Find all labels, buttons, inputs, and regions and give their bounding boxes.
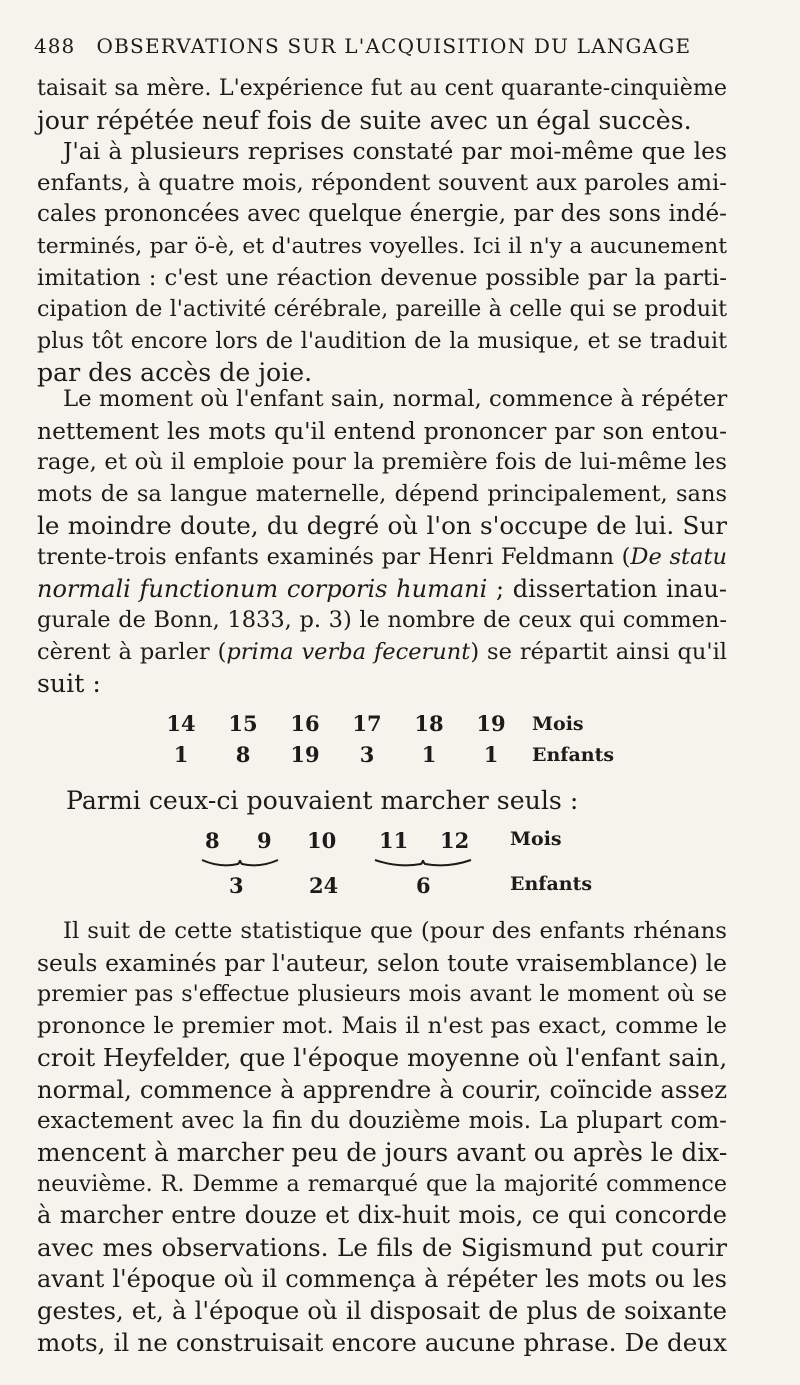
line-text: cèrent à parler ( bbox=[37, 638, 227, 665]
row-label-children: Enfants bbox=[510, 873, 593, 895]
table-row-children bbox=[150, 739, 622, 770]
table-cell: 17 bbox=[352, 711, 382, 736]
table-cell: 3 bbox=[359, 742, 375, 767]
table-cell: 8 bbox=[205, 828, 220, 853]
latin-phrase: prima verba fecerunt bbox=[226, 638, 471, 665]
table-cell: 19 bbox=[290, 742, 320, 767]
table-row-months bbox=[150, 708, 622, 739]
text-line: exactement avec la fin du douzième mois. La plupart com- bbox=[37, 1107, 727, 1134]
table-cell: 12 bbox=[440, 828, 470, 853]
table-cell: 15 bbox=[228, 711, 258, 736]
table-cell: 9 bbox=[257, 828, 272, 853]
line-text: ; dissertation inau- bbox=[487, 574, 727, 603]
page-number: 488 bbox=[34, 34, 76, 58]
text-line: avec mes observations. Le fils de Sigismund put courir bbox=[37, 1232, 727, 1262]
text-line: gurale de Bonn, 1833, p. 3) le nombre de ceux qui commen- bbox=[37, 607, 727, 634]
text-line: premier pas s'effectue plusieurs mois avant le moment où se bbox=[37, 981, 727, 1008]
text-line: nettement les mots qu'il entend prononcer par son entou- bbox=[37, 416, 727, 445]
text-line: prononce le premier mot. Mais il n'est pas exact, comme le bbox=[37, 1012, 727, 1039]
table-cell: 24 bbox=[309, 873, 339, 898]
brace-right-icon bbox=[373, 856, 473, 870]
walking-intro: Parmi ceux-ci pouvaient marcher seuls : bbox=[66, 786, 579, 815]
text-line: terminés, par ö-è, et d'autres voyelles. Ici il n'y a aucunement bbox=[37, 233, 727, 259]
table-cell: 3 bbox=[229, 873, 244, 898]
text-line: gestes, et, à l'époque où il disposait de plus de soixante bbox=[37, 1296, 727, 1326]
latin-title: De statu bbox=[630, 543, 727, 570]
text-line: normal, commence à apprendre à courir, coïncide assez bbox=[37, 1074, 727, 1104]
paragraph-3 bbox=[37, 916, 727, 1358]
table-cell: 1 bbox=[483, 742, 499, 767]
text-line bbox=[37, 542, 727, 574]
text-line: rage, et où il emploie pour la première fois de lui-même les bbox=[37, 449, 727, 476]
row-label-months: Mois bbox=[532, 712, 584, 735]
text-line: mots, il ne construisait encore aucune phrase. De deux bbox=[37, 1327, 727, 1357]
table-cell: 11 bbox=[379, 828, 409, 853]
table-cell: 8 bbox=[235, 742, 251, 767]
latin-title: normali functionum corporis humani bbox=[37, 574, 488, 603]
text-line: croit Heyfelder, que l'époque moyenne où l'enfant sain, bbox=[37, 1043, 728, 1073]
line-text: trente-trois enfants examinés par Henri Feldmann ( bbox=[37, 543, 631, 570]
text-line: à marcher entre douze et dix-huit mois, ce qui concorde bbox=[37, 1201, 727, 1230]
text-line bbox=[37, 574, 727, 606]
text-line: mots de sa langue maternelle, dépend principalement, sans bbox=[37, 480, 727, 507]
text-line: avant l'époque où il commença à répéter les mots ou les bbox=[37, 1264, 727, 1293]
table-cell: 10 bbox=[307, 828, 337, 853]
paragraph-2 bbox=[37, 384, 727, 700]
text-line: le moindre doute, du degré où l'on s'occupe de lui. Sur bbox=[37, 511, 727, 541]
row-label-children: Enfants bbox=[532, 743, 615, 766]
text-line: mencent à marcher peu de jours avant ou après le dix- bbox=[37, 1138, 728, 1168]
line-text: ) se répartit ainsi qu'il bbox=[470, 638, 727, 665]
text-line: suit : bbox=[37, 669, 101, 699]
text-line bbox=[37, 637, 727, 669]
text-line: cipation de l'activité cérébrale, pareille à celle qui se produit bbox=[37, 296, 727, 323]
table-cell: 1 bbox=[173, 742, 189, 767]
table-cell: 6 bbox=[416, 873, 431, 898]
text-line: imitation : c'est une réaction devenue possible par la parti- bbox=[37, 264, 727, 291]
text-line: Le moment où l'enfant sain, normal, commence à répéter bbox=[63, 386, 728, 412]
table-cell: 14 bbox=[166, 711, 196, 736]
brace-left-icon bbox=[200, 856, 280, 870]
text-line: cales prononcées avec quelque énergie, par des sons indé- bbox=[37, 201, 727, 228]
running-title: OBSERVATIONS SUR L'ACQUISITION DU LANGAGE bbox=[96, 34, 692, 58]
table-cell: 16 bbox=[290, 711, 320, 736]
table-cell: 1 bbox=[421, 742, 437, 767]
row-label-months: Mois bbox=[510, 828, 562, 850]
text-line: enfants, à quatre mois, répondent souvent aux paroles ami- bbox=[37, 169, 727, 196]
text-line: par des accès de joie. bbox=[37, 358, 313, 388]
page-header bbox=[34, 34, 734, 58]
text-line: neuvième. R. Demme a remarqué que la majorité commence bbox=[37, 1170, 727, 1197]
text-line: jour répétée neuf fois de suite avec un égal succès. bbox=[37, 105, 692, 135]
paragraph-1 bbox=[37, 73, 727, 389]
text-line: taisait sa mère. L'expérience fut au cent quarante-cinquième bbox=[37, 75, 727, 101]
speech-age-table bbox=[150, 708, 622, 770]
text-line: plus tôt encore lors de l'audition de la musique, et se traduit bbox=[37, 327, 727, 354]
table-cell: 18 bbox=[414, 711, 444, 736]
table-cell: 19 bbox=[476, 711, 506, 736]
text-line: J'ai à plusieurs reprises constaté par moi-même que les bbox=[63, 137, 727, 166]
text-line: seuls examinés par l'auteur, selon toute vraisemblance) le bbox=[37, 948, 727, 977]
text-line: Il suit de cette statistique que (pour des enfants rhénans bbox=[63, 918, 727, 944]
